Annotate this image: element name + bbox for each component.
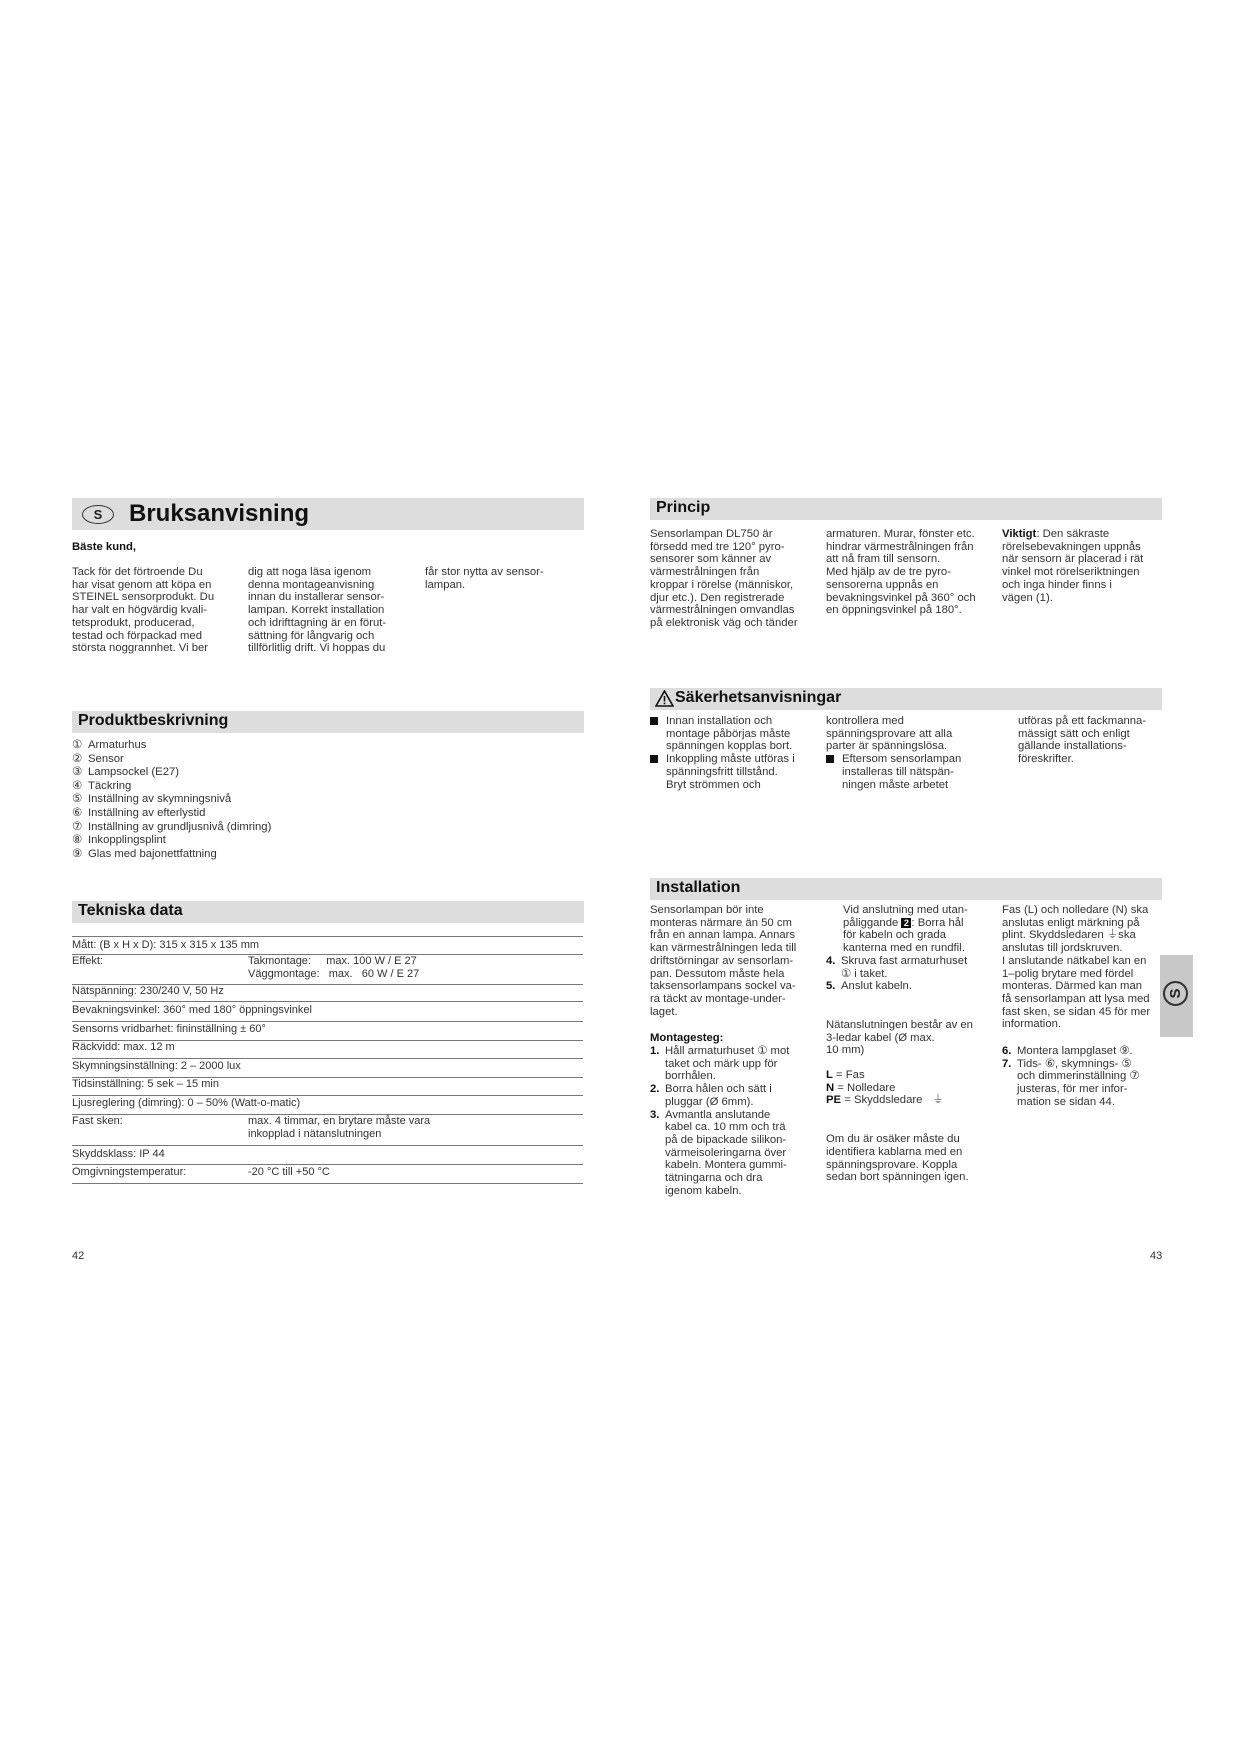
legend-item: PE = Skyddsledare ⏚ [826,1094,944,1107]
princip-line: att nå fram till sensorn. [826,553,941,566]
princip-line: när sensorn är placerad i rät [1002,553,1144,566]
table-rule [72,1058,583,1059]
intro-line: och idrifttagning är en förut- [248,616,387,629]
legend-item: L = Fas [826,1069,865,1082]
produkt-list-item [72,753,472,767]
installation-line: taksensorlampans sockel va- [650,980,796,993]
safety-line: ningen måste arbetet [842,778,949,791]
greeting: Bäste kund, [72,541,137,553]
princip-line: Sensorlampan DL750 är [650,528,773,540]
item-label: Täckring [88,779,132,792]
montage-step [650,1109,820,1198]
installation-line: information. [1002,1018,1062,1031]
intro-line: innan du installerar sensor- [248,591,385,604]
produkt-list-item [72,739,472,753]
intro-line: får stor nytta av sensor- [425,566,544,578]
side-language-tab [1160,955,1193,1037]
produkt-heading: Produktbeskrivning [78,712,229,729]
installation-heading: Installation [656,879,741,896]
tech-label: Sensorns vridbarhet: fininställning ± 60° [72,1023,266,1035]
item-label: Sensor [88,752,124,765]
step-line: värmeisoleringarna över [665,1146,787,1159]
installation-line: monteras. Därmed kan man [1002,980,1143,993]
princip-line: Med hjälp av de tre pyro- [826,566,951,579]
item-label: Glas med bajonettfattning [88,847,217,860]
item-label: Inkopplingsplint [88,834,166,847]
step-number: 3. [650,1108,660,1121]
step-line: pluggar (Ø 6mm). [665,1095,754,1108]
princip-line: bevakningsvinkel på 360° och [826,591,976,604]
montage-step [650,1083,820,1108]
intro-line: Tack för det förtroende Du [72,566,203,578]
safety-line: spänningsprovare att alla [826,727,953,740]
produkt-heading-bar [72,711,584,733]
installation-line: 3-ledar kabel (Ø max. [826,1031,935,1044]
item-label: Inställning av skymningsnivå [88,793,232,806]
step-line: på de bipackade silikon- [665,1133,787,1146]
produkt-list-item [72,848,472,862]
installation-heading-bar [650,878,1162,900]
safety-line: installeras till nätspän- [842,765,954,778]
installation-line: laget. [650,1005,678,1018]
tech-label: Fast sken: [72,1115,123,1127]
princip-heading-bar [650,498,1162,520]
princip-line: armaturen. Murar, fönster etc. [826,528,975,540]
intro-line: STEINEL sensorprodukt. Du [72,591,215,604]
item-label: Armaturhus [88,739,147,751]
bullet-square-icon [650,755,658,763]
intro-line: dig att noga läsa igenom [248,566,372,578]
tech-value: -20 °C till +50 °C [248,1166,330,1178]
princip-line: värmestrålningen omvandlas [650,604,795,617]
produkt-list-item [72,793,472,807]
princip-line: på elektronisk väg och tänder [650,616,798,629]
intro-col-3 [425,566,590,591]
intro-line: lampan. [425,578,466,591]
tech-label: Tidsinställning: 5 sek – 15 min [72,1078,219,1090]
table-rule [72,1001,583,1002]
step-line: Borra hålen och sätt i [665,1083,772,1096]
installation-line: monteras närmare än 50 cm [650,916,792,929]
montage-step [826,980,1001,993]
princip-line: värmestrålningen från [650,566,760,579]
step-number: 4. [826,954,836,967]
installation-col-2 [826,904,1001,1184]
intro-line: lampan. Korrekt installation [248,604,385,617]
installation-line: identifiera kablarna med en [826,1145,963,1158]
ground-symbol-icon: ⏚ [932,1094,944,1107]
tech-value: max. 4 timmar, en brytare måste vara [248,1115,431,1127]
tech-label: Ljusreglering (dimring): 0 – 50% (Watt-o-matic) [72,1097,301,1109]
safety-line: mässigt sätt och enligt [1018,727,1130,740]
bullet-square-icon [650,717,658,725]
installation-line: anslutas till jordskruven. [1002,942,1123,955]
step-number: 5. [826,980,836,993]
tech-label: Mått: (B x H x D): 315 x 315 x 135 mm [72,939,260,951]
intro-col-2 [248,566,413,655]
viktigt-text: : Den säkraste [1036,528,1110,540]
inst-col2-line: för kabeln och grada [843,929,946,942]
item-number: ① [72,739,83,751]
page-number-right: 43 [1150,1250,1163,1262]
safety-line: Inkoppling måste utföras i [650,753,825,766]
safety-heading: Säkerhetsanvisningar [675,689,842,706]
produkt-list-item [72,807,472,821]
produkt-list [72,739,472,861]
item-number: ⑨ [72,847,83,860]
princip-line: vägen (1). [1002,591,1053,604]
intro-line: största noggrannhet. Vi ber [72,642,209,655]
safety-line: spänningen kopplas bort. [666,740,793,753]
safety-heading-bar [650,688,1162,710]
tech-value-line2: Väggmontage: max. 60 W / E 27 [248,967,420,980]
installation-line: få sensorlampan att lysa med [1002,992,1150,1005]
legend-item: N = Nolledare [826,1081,896,1094]
inst-col2-line: påliggande 2 : Borra hål [843,916,964,929]
item-number: ④ [72,779,83,792]
safety-line: utföras på ett fackmanna- [1018,715,1147,727]
intro-line: denna montageanvisning [248,578,375,591]
bullet-square-icon [826,755,834,763]
language-badge: S [82,505,114,524]
safety-line: spänningsfritt tillstånd. [666,765,778,778]
step-number: 2. [650,1083,660,1096]
table-rule [72,1164,583,1165]
installation-line: 10 mm) [826,1044,865,1057]
intro-line: tetsprodukt, producerad, [72,616,195,629]
princip-line: sensorer som känner av [650,553,772,566]
safety-line: montage påbörjas måste [666,727,791,740]
princip-line: rörelsebevakningen uppnås [1002,540,1141,553]
safety-col-3 [1018,715,1168,766]
inst-col2-line: Vid anslutning med utan- [843,904,968,916]
produkt-list-item [72,834,472,848]
page-number-left: 42 [72,1250,85,1262]
installation-col-3 [1002,904,1167,1109]
tech-value: Takmontage: max. 100 W / E 27 [248,955,417,967]
princip-line: en öppningsvinkel på 180°. [826,604,962,617]
montage-step [1002,1058,1167,1109]
side-language-badge: S [1163,981,1188,1006]
princip-heading: Princip [656,499,711,516]
step-line: taket och märk upp för [665,1057,778,1070]
princip-line: vinkel mot rörelseriktningen [1002,566,1140,579]
item-number: ③ [72,766,83,779]
installation-line: driftstörningar av sensorlam- [650,954,794,967]
tekniska-heading: Tekniska data [78,902,183,919]
installation-line: kan värmestrålningen leda till [650,942,797,955]
viktigt-text-rest [1002,541,1167,605]
item-label: Inställning av efterlystid [88,806,206,819]
produkt-list-item [72,780,472,794]
step-number: 7. [1002,1057,1012,1070]
intro-col-1 [72,566,237,655]
tech-label: Effekt: [72,955,103,967]
step-line: Avmantla anslutande [665,1108,771,1121]
warning-icon [655,690,674,712]
installation-col-1 [650,904,820,1197]
step-line: kabel ca. 10 mm och trä [665,1121,786,1134]
intro-line: sättning för långvarig och [248,629,375,642]
installation-line: Om du är osäker måste du [826,1133,960,1146]
item-number: ⑦ [72,820,83,833]
tech-label: Skymningsinställning: 2 – 2000 lux [72,1060,241,1072]
safety-line: föreskrifter. [1018,753,1074,766]
montage-step [1002,1045,1167,1058]
princip-line: djur etc.). Den registrerade [650,591,785,604]
safety-line: Eftersom sensorlampan [826,753,1001,766]
installation-line: fast sken, se sidan 45 för mer [1002,1005,1151,1018]
princip-col-3 [1002,528,1167,604]
step-line: borrhålen. [665,1070,716,1083]
installation-line: Sensorlampan bör inte [650,904,764,916]
princip-col-1 [650,528,820,630]
intro-line: har visat genom att köpa en [72,578,212,591]
step-line: ① i taket. [841,967,888,980]
intro-line: tillförlitlig drift. Vi hoppas du [248,642,386,655]
step-line: igenom kabeln. [665,1184,742,1197]
montagesteg-heading: Montagesteg: [650,1032,724,1045]
step-line: Anslut kabeln. [841,980,912,993]
tech-label: Nätspänning: 230/240 V, 50 Hz [72,985,224,997]
princip-line: hindrar värmestrålningen från [826,540,974,553]
table-rule [72,1021,583,1022]
installation-line: ra täckt av montage-under- [650,992,786,1005]
item-number: ⑤ [72,793,83,806]
numbered-badge: 2 [901,918,911,928]
tech-label: Omgivningstemperatur: [72,1166,187,1178]
item-number: ⑧ [72,834,83,847]
princip-line: försedd med tre 120° pyro- [650,540,785,553]
produkt-list-item [72,821,472,835]
step-line: Skruva fast armaturhuset [841,954,968,967]
step-line: justeras, för mer infor- [1017,1083,1128,1096]
step-line: tätningarna och dra [665,1172,763,1185]
installation-line: plint. Skyddsledaren ⏚ska [1002,929,1136,942]
princip-line: och inga hinder finns i [1002,578,1112,591]
safety-line: parter är spänningslösa. [826,740,948,753]
montage-step [826,955,1001,980]
installation-line: I anslutande nätkabel kan en [1002,954,1147,967]
item-number: ② [72,752,83,765]
table-rule [72,1095,583,1096]
step-line: Montera lampglaset ⑨. [1017,1045,1133,1058]
item-label: Lampsockel (E27) [88,766,180,779]
tech-value-line2: inkopplad i nätanslutningen [248,1127,382,1140]
intro-line: har valt en högvärdig kvali- [72,604,208,617]
page-title: Bruksanvisning [129,500,310,527]
princip-line: kroppar i rörelse (människor, [650,578,794,591]
table-rule [72,1145,583,1146]
item-label: Inställning av grundljusnivå (dimring) [88,820,272,833]
princip-col-2 [826,528,1001,617]
step-number: 6. [1002,1045,1012,1058]
installation-line: Nätanslutningen består av en [826,1018,973,1031]
princip-line: sensorerna uppnås en [826,578,939,591]
installation-line: anslutas enligt märkning på [1002,916,1140,929]
safety-line: Innan installation och [650,715,825,728]
safety-line: Bryt strömmen och [666,778,761,791]
tekniska-heading-bar [72,901,584,923]
safety-line: gällande installations- [1018,740,1127,753]
step-line: och dimmerinställning ⑦ [1017,1070,1140,1083]
inst-col2-line: kanterna med en rundfil. [843,942,965,955]
table-rule [72,936,583,937]
installation-line: Fas (L) och nolledare (N) ska [1002,904,1149,916]
safety-col-1 [650,715,825,791]
installation-line: spänningsprovare. Koppla [826,1158,958,1171]
viktigt-label: Viktigt [1002,528,1037,540]
tech-label: Räckvidd: max. 12 m [72,1041,175,1053]
tech-label: Bevakningsvinkel: 360° med 180° öppningsvinkel [72,1004,312,1016]
step-line: kabeln. Montera gummi- [665,1159,787,1172]
tech-label: Skyddsklass: IP 44 [72,1148,165,1160]
item-number: ⑥ [72,806,83,819]
safety-col-2 [826,715,1001,791]
installation-line: pan. Dessutom måste hela [650,967,785,980]
montage-step [650,1045,820,1083]
safety-line: kontrollera med [826,715,904,727]
step-line: Håll armaturhuset ① mot [665,1045,790,1058]
table-rule [72,1183,583,1184]
intro-line: testad och förpackad med [72,629,202,642]
installation-line: från en annan lampa. Annars [650,929,796,942]
step-line: mation se sidan 44. [1017,1095,1115,1108]
step-number: 1. [650,1045,660,1058]
step-line: Tids- ⑥, skymnings- ⑤ [1017,1057,1132,1070]
installation-line: 1–polig brytare med fördel [1002,967,1134,980]
produkt-list-item [72,766,472,780]
installation-line: sedan bort spänningen igen. [826,1171,969,1184]
